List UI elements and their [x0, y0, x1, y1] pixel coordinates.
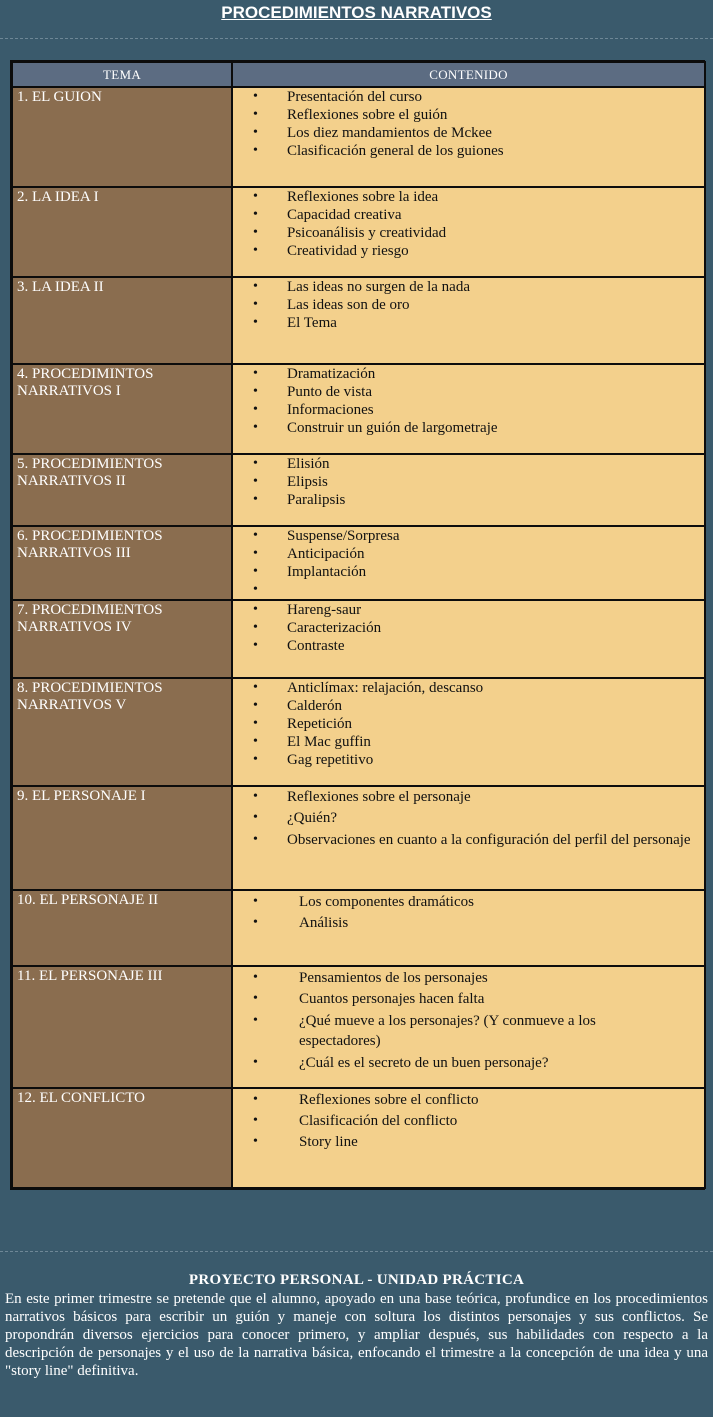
row-tema: 4. PROCEDIMINTOS NARRATIVOS I — [12, 364, 232, 454]
content-list — [233, 679, 704, 769]
list-item: • Caracterización — [287, 619, 704, 637]
list-item: • Anticlímax: relajación, descanso — [287, 679, 704, 697]
list-item: • Suspense/Sorpresa — [287, 527, 704, 545]
list-item: • Creatividad y riesgo — [287, 242, 704, 260]
table-row — [12, 786, 705, 890]
row-contenido — [232, 526, 705, 600]
row-tema: 1. EL GUION — [12, 87, 232, 187]
list-item: • Contraste — [287, 637, 704, 655]
row-tema: 10. EL PERSONAJE II — [12, 890, 232, 966]
list-item: • Story line — [299, 1133, 704, 1151]
list-item: • Capacidad creativa — [287, 206, 704, 224]
list-item: • Calderón — [287, 697, 704, 715]
list-item: • Elipsis — [287, 473, 704, 491]
table-row — [12, 600, 705, 678]
content-list — [233, 188, 704, 260]
list-item: • Reflexiones sobre la idea — [287, 188, 704, 206]
content-list — [233, 88, 704, 160]
header-contenido: CONTENIDO — [232, 62, 705, 87]
row-contenido — [232, 890, 705, 966]
topics-table — [11, 61, 706, 1189]
list-item: • Reflexiones sobre el conflicto — [299, 1091, 704, 1109]
table-row — [12, 966, 705, 1088]
table-row — [12, 526, 705, 600]
list-item: • Las ideas son de oro — [287, 296, 704, 314]
table-row — [12, 187, 705, 277]
table-header-row — [12, 62, 705, 87]
row-tema: 8. PROCEDIMIENTOS NARRATIVOS V — [12, 678, 232, 786]
content-list — [233, 891, 704, 932]
table-row — [12, 364, 705, 454]
project-description: En este primer trimestre se pretende que el alumno, apoyado en una base teórica, profundice en los procedimientos narrativos básicos para escribir un guión y maneje con soltura los distintos personajes y sus conflictos. Se propondrán diversos ejercicios para conocer primero, y ampliar después, sus habilidades con respecto a la descripción de personajes y el uso de la narrativa básica, enfocando el trimestre a la concepción de una idea y una "story line" definitiva. — [5, 1291, 708, 1379]
row-tema: 2. LA IDEA I — [12, 187, 232, 277]
row-tema: 11. EL PERSONAJE III — [12, 966, 232, 1088]
table-row — [12, 454, 705, 526]
row-tema: 12. EL CONFLICTO — [12, 1088, 232, 1188]
topics-table-container — [10, 60, 705, 1190]
row-contenido — [232, 187, 705, 277]
row-tema: 3. LA IDEA II — [12, 277, 232, 364]
list-item: • Repetición — [287, 715, 704, 733]
row-tema: 5. PROCEDIMIENTOS NARRATIVOS II — [12, 454, 232, 526]
project-title: PROYECTO PERSONAL - UNIDAD PRÁCTICA — [188, 1272, 525, 1288]
list-item: • Clasificación general de los guiones — [287, 142, 704, 160]
list-item: • Paralipsis — [287, 491, 704, 509]
list-item: • Construir un guión de largometraje — [287, 419, 704, 437]
list-item: • Psicoanálisis y creatividad — [287, 224, 704, 242]
row-contenido — [232, 600, 705, 678]
content-list — [233, 278, 704, 332]
content-list — [233, 601, 704, 655]
list-item: • Implantación — [287, 563, 704, 581]
list-item: • Observaciones en cuanto a la configuración del perfil del personaje — [287, 830, 704, 850]
row-contenido — [232, 966, 705, 1088]
list-item: • Anticipación — [287, 545, 704, 563]
list-item: • Los componentes dramáticos — [299, 893, 704, 911]
list-item: • ¿Qué mueve a los personajes? (Y conmueve a los espectadores) — [299, 1011, 704, 1051]
row-tema: 9. EL PERSONAJE I — [12, 786, 232, 890]
top-divider — [0, 38, 713, 39]
list-item: • Elisión — [287, 455, 704, 473]
list-item-empty — [287, 581, 704, 599]
content-list — [233, 455, 704, 509]
table-row — [12, 87, 705, 187]
table-row — [12, 277, 705, 364]
row-contenido — [232, 277, 705, 364]
list-item: • ¿Cuál es el secreto de un buen personaje? — [299, 1054, 704, 1072]
row-contenido — [232, 87, 705, 187]
list-item: • Pensamientos de los personajes — [299, 969, 704, 987]
list-item: • Dramatización — [287, 365, 704, 383]
row-contenido — [232, 1088, 705, 1188]
row-contenido — [232, 678, 705, 786]
bottom-divider — [0, 1251, 713, 1252]
row-tema: 7. PROCEDIMIENTOS NARRATIVOS IV — [12, 600, 232, 678]
list-item: • Cuantos personajes hacen falta — [299, 990, 704, 1008]
table-row — [12, 678, 705, 786]
list-item: • El Mac guffin — [287, 733, 704, 751]
row-contenido — [232, 786, 705, 890]
row-contenido — [232, 364, 705, 454]
list-item: • Análisis — [299, 914, 704, 932]
list-item: • Los diez mandamientos de Mckee — [287, 124, 704, 142]
list-item: • Hareng-saur — [287, 601, 704, 619]
list-item: • Presentación del curso — [287, 88, 704, 106]
content-list — [233, 1089, 704, 1151]
row-contenido — [232, 454, 705, 526]
list-item: • Gag repetitivo — [287, 751, 704, 769]
content-list — [233, 967, 704, 1072]
table-row — [12, 1088, 705, 1188]
table-row — [12, 890, 705, 966]
list-item: • El Tema — [287, 314, 704, 332]
header-tema: TEMA — [12, 62, 232, 87]
row-tema: 6. PROCEDIMIENTOS NARRATIVOS III — [12, 526, 232, 600]
content-list — [233, 527, 704, 599]
list-item: • Reflexiones sobre el personaje — [287, 788, 704, 806]
page-title: PROCEDIMIENTOS NARRATIVOS — [221, 3, 492, 22]
list-item: • Las ideas no surgen de la nada — [287, 278, 704, 296]
list-item: • Reflexiones sobre el guión — [287, 106, 704, 124]
list-item: • Informaciones — [287, 401, 704, 419]
list-item: • Punto de vista — [287, 383, 704, 401]
content-list — [233, 365, 704, 437]
list-item: • Clasificación del conflicto — [299, 1112, 704, 1130]
content-list — [233, 787, 704, 850]
list-item: • ¿Quién? — [287, 809, 704, 827]
